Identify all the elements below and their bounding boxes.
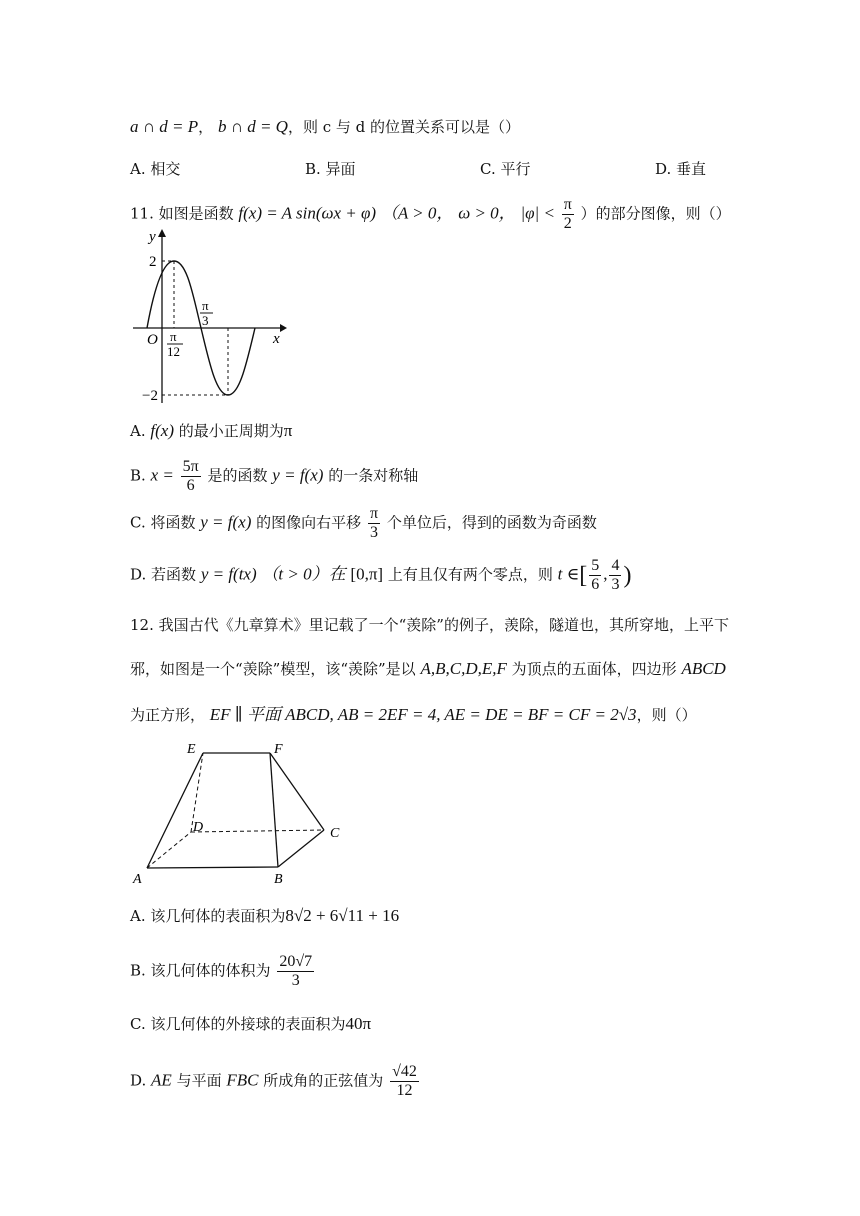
q11-sine-graph: [125, 225, 295, 410]
x-axis-arrow: [280, 324, 287, 332]
vertex-a: A: [133, 872, 142, 885]
q12-solid-figure: [125, 735, 355, 885]
vertex-e: E: [187, 742, 196, 757]
vertex-b: B: [274, 872, 283, 885]
q11-cond1: （A > 0，: [380, 203, 454, 223]
q10-option-c: C. 平行: [480, 160, 531, 178]
tick-pi3-den: 3: [202, 313, 209, 328]
q11-option-a: A. f(x) 的最小正周期为π: [130, 421, 293, 440]
q12-option-c: C. 该几何体的外接球的表面积为40π: [130, 1014, 372, 1033]
origin-label: O: [147, 332, 158, 348]
q11-func: f(x) = A sin(ωx + φ): [238, 203, 377, 223]
q12-option-d: D. AE 与平面 FBC 所成角的正弦值为 $\frac{√42}{12}$: [130, 1063, 417, 1099]
q12-option-a: A. 该几何体的表面积为8√2 + 6√11 + 16: [130, 906, 400, 925]
ymin-label: −2: [142, 388, 158, 404]
ymax-label: 2: [149, 254, 157, 270]
q11-pi-over-2: $\frac{\pi}{2}$: [563, 196, 572, 232]
y-label: y: [149, 229, 156, 245]
q10-b-cap-d: b ∩ d = Q: [217, 117, 288, 136]
q12-line3: 为正方形， EF ∥ 平面 ABCD, AB = 2EF = 4, AE = DE = BF = CF = 2√3，则（）: [130, 705, 697, 724]
vertex-d: D: [193, 820, 204, 835]
y-axis-arrow: [158, 229, 166, 237]
q10-continuation: a ∩ d = P， b ∩ d = Q，则 c 与 d 的位置关系可以是（）: [130, 117, 521, 136]
vertex-c: C: [330, 826, 340, 841]
q11-cond3: |φ| <: [520, 203, 555, 223]
tick-pi3-num: π: [202, 298, 209, 313]
q12-line1: 12. 我国古代《九章算术》里记载了一个“羡除”的例子，羡除，隧道也，其所穿地，上平下: [130, 616, 729, 634]
tick-pi12-num: π: [170, 329, 177, 344]
q10-option-d: D. 垂直: [655, 160, 707, 178]
q10-a-cap-d: a ∩ d = P: [130, 117, 199, 136]
q11-prefix: 11. 如图是函数: [130, 204, 234, 223]
q11-suffix: ）的部分图像，则（）: [580, 204, 731, 223]
q11-option-c: C. 将函数 y = f(x) 的图像向右平移 $\frac{\pi}{3}$ 个单位后，得到的函数为奇函数: [130, 505, 597, 541]
vertex-f: F: [274, 742, 283, 757]
q10-option-b: B. 异面: [305, 160, 356, 178]
q11-option-b: B. x = $\frac{5\pi}{6}$ 是的函数 y = f(x) 的一条对称轴: [130, 458, 419, 494]
tick-pi12-den: 12: [167, 344, 180, 359]
x-label: x: [273, 331, 280, 347]
q10-option-a: A. 相交: [130, 160, 181, 178]
q11-option-d: D. 若函数 y = f(tx) （t > 0）在 [0,π] 上有且仅有两个零点，则 t ∈[ $\frac{5}{6}$ , $\frac{4}{3}$ ): [130, 557, 632, 593]
q12-line2: 邪，如图是一个“羡除”模型，该“羡除”是以 A,B,C,D,E,F 为顶点的五面体，四边形 ABCD: [130, 659, 726, 678]
q11-cond2: ω > 0，: [458, 203, 516, 223]
q12-option-b: B. 该几何体的体积为 $\frac{20√7}{3}$: [130, 953, 313, 989]
q10-cont-text: ，则 c 与 d 的位置关系可以是（）: [287, 118, 521, 136]
